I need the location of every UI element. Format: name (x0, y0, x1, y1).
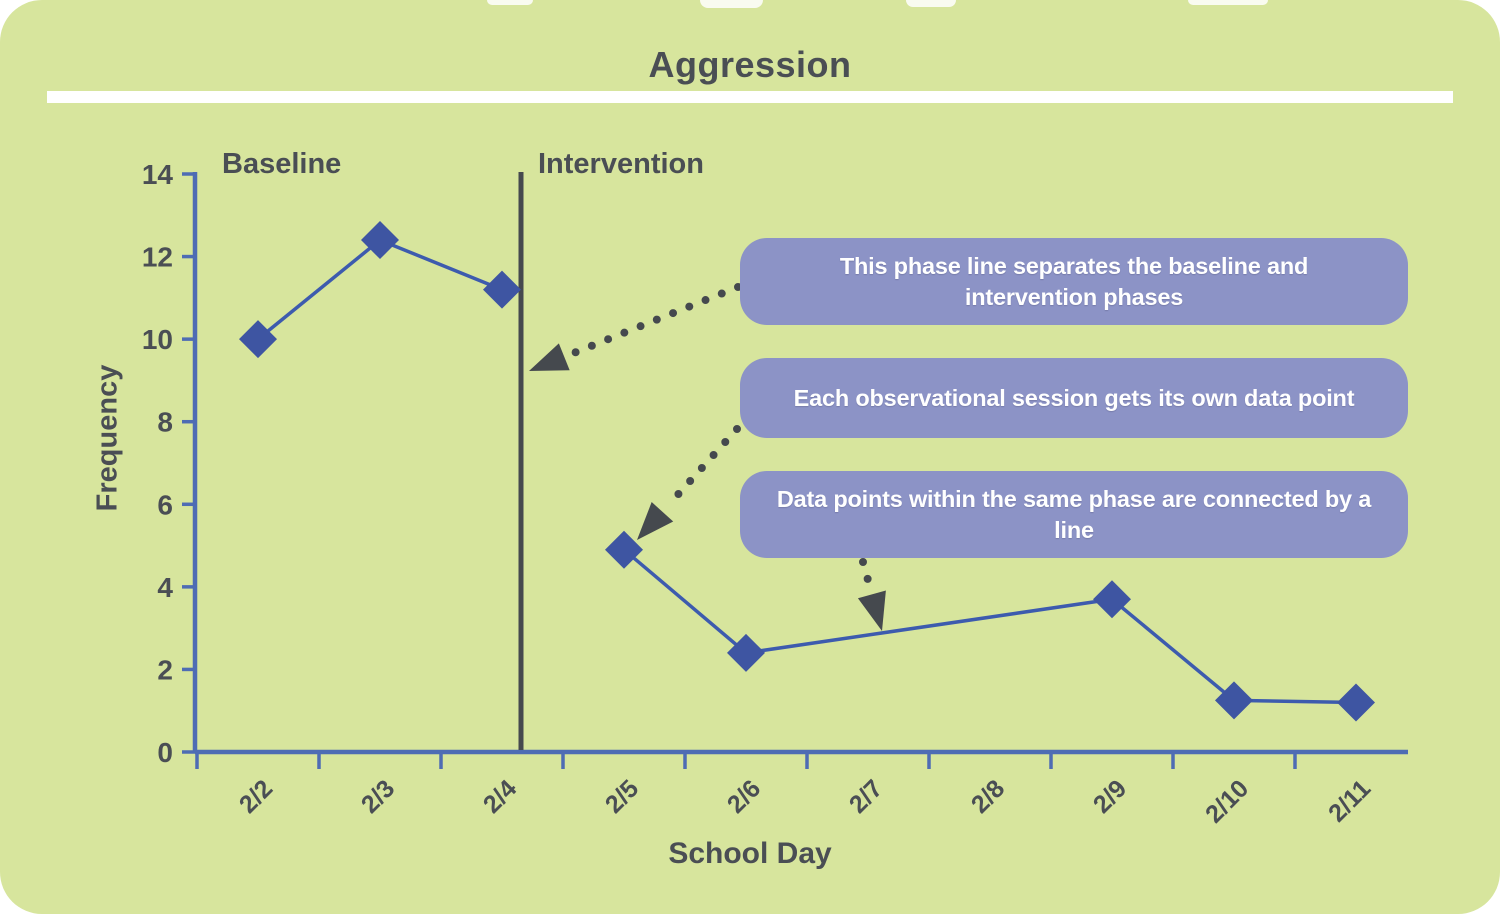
y-axis-tick-label: 14 (141, 159, 173, 190)
x-axis-tick-label: 2/11 (1323, 774, 1377, 828)
y-axis-tick-label: 10 (141, 324, 173, 356)
annotation-arrowhead-icon (637, 502, 673, 540)
phase-label-intervention: Intervention (538, 148, 704, 180)
annotation-arrowhead-icon (858, 591, 886, 631)
data-point-marker (239, 320, 277, 358)
annotation-callout-connecting-line: Data points within the same phase are connected by a line (740, 471, 1408, 558)
x-axis-tick-label: 2/8 (965, 774, 1011, 819)
phase-label-baseline: Baseline (222, 148, 342, 180)
data-point-marker (483, 271, 521, 309)
y-axis-tick-label: 4 (157, 571, 173, 603)
annotation-arrowhead-icon (529, 343, 570, 371)
x-axis-title: School Day (668, 837, 832, 870)
x-axis-tick-label: 2/3 (355, 774, 401, 819)
x-axis-tick-label: 2/6 (721, 774, 767, 819)
data-point-marker (361, 221, 399, 259)
x-axis-tick-label: 2/2 (233, 774, 279, 819)
x-axis-tick-label: 2/5 (599, 774, 645, 819)
x-axis-tick-label: 2/9 (1087, 774, 1133, 819)
chart-title: Aggression (648, 44, 852, 85)
y-axis-tick-label: 0 (157, 737, 173, 768)
y-axis-tick-label: 12 (141, 241, 173, 273)
x-axis-tick-label: 2/4 (477, 774, 523, 819)
annotation-arrow-dots (863, 562, 870, 587)
y-axis-tick-label: 2 (157, 654, 173, 686)
data-point-marker (1337, 683, 1375, 721)
x-axis-tick-label: 2/7 (843, 774, 889, 819)
annotation-callout-phase-line: This phase line separates the baseline and intervention phases (740, 238, 1408, 325)
annotation-callout-data-point: Each observational session gets its own data point (740, 358, 1408, 438)
annotation-arrow-dots (572, 287, 738, 354)
connecting-line (624, 550, 1356, 703)
annotation-arrow-dots (668, 429, 737, 506)
y-axis-tick-label: 6 (157, 489, 173, 521)
y-axis-tick-label: 8 (157, 406, 173, 438)
y-axis-title: Frequency (91, 364, 124, 512)
x-axis-tick-label: 2/10 (1200, 774, 1255, 829)
